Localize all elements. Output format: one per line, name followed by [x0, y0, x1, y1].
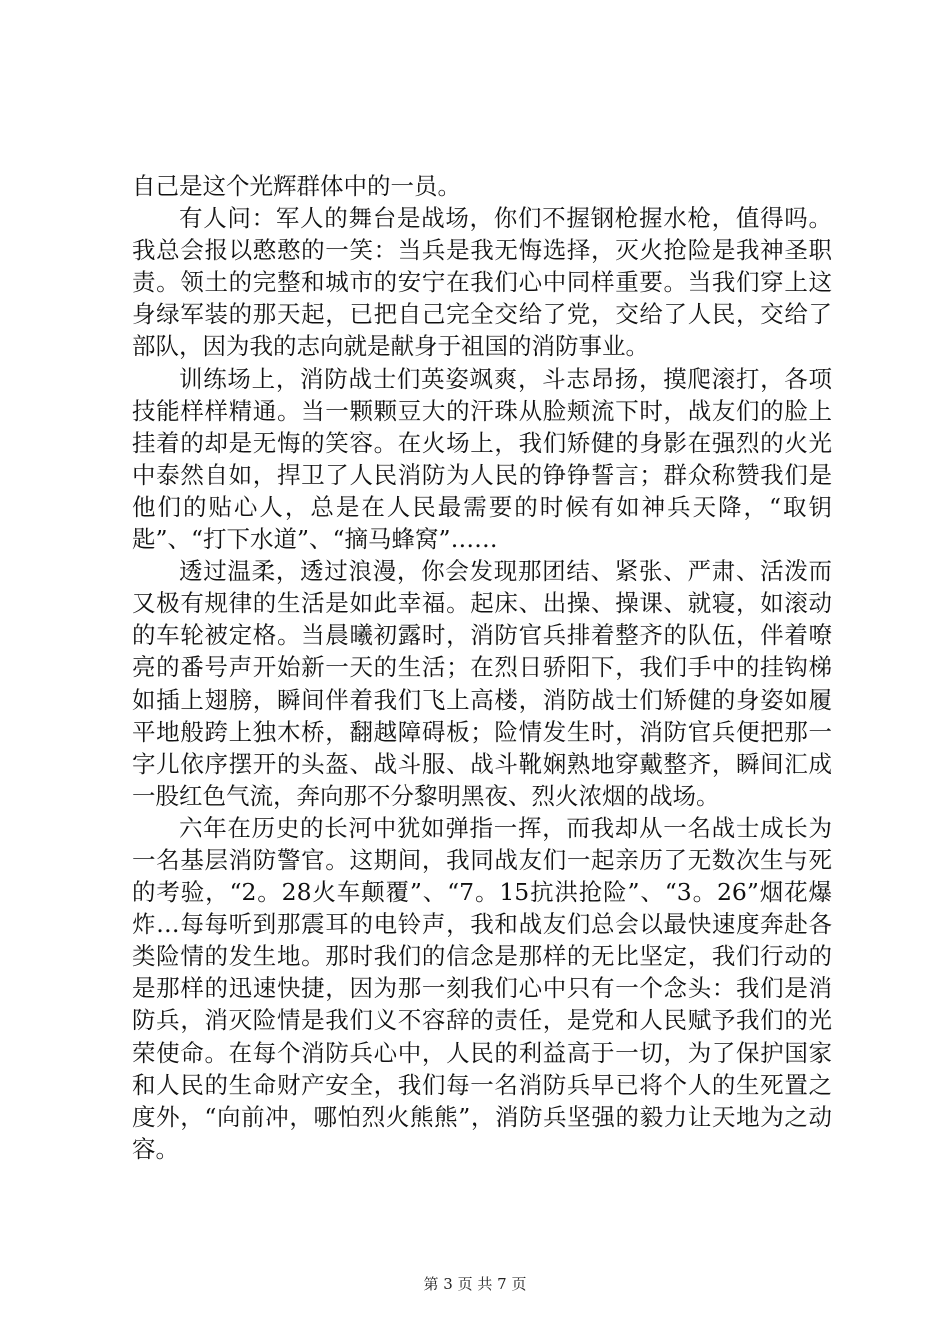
paragraph-continuation: 自己是这个光辉群体中的一员。: [132, 172, 461, 200]
document-body: [132, 170, 832, 1165]
paragraph: 有人问：军人的舞台是战场，你们不握钢枪握水枪，值得吗。我总会报以憨憨的一笑：当兵是我无悔选择，灭火抢险是我神圣职责。领土的完整和城市的安宁在我们心中同样重要。当我们穿上这身绿军装的那天起，已把自己完全交给了党，交给了人民，交给了部队，因为我的志向就是献身于祖国的消防事业。: [132, 204, 832, 361]
page-number-footer: 第 3 页 共 7 页: [423, 1275, 527, 1293]
paragraph: 训练场上，消防战士们英姿飒爽，斗志昂扬，摸爬滚打，各项技能样样精通。当一颗颗豆大的汗珠从脸颊流下时，战友们的脸上挂着的却是无悔的笑容。在火场上，我们矫健的身影在强烈的火光中泰然自如，捍卫了人民消防为人民的铮铮誓言；群众称赞我们是他们的贴心人，总是在人民最需要的时候有如神兵天降，“取钥匙”、“打下水道”、“摘马蜂窝”……: [132, 364, 832, 554]
paragraph: 透过温柔，透过浪漫，你会发现那团结、紧张、严肃、活泼而又极有规律的生活是如此幸福。起床、出操、操课、就寝，如滚动的车轮被定格。当晨曦初露时，消防官兵排着整齐的队伍，伴着嘹亮的番号声开始新一天的生活；在烈日骄阳下，我们手中的挂钩梯如插上翅膀，瞬间伴着我们飞上高楼，消防战士们矫健的身姿如履平地般跨上独木桥，翻越障碍板；险情发生时，消防官兵便把那一字儿依序摆开的头盔、战斗服、战斗靴娴熟地穿戴整齐，瞬间汇成一股红色气流，奔向那不分黎明黑夜、烈火浓烟的战场。: [132, 557, 832, 810]
paragraph: 六年在历史的长河中犹如弹指一挥，而我却从一名战士成长为一名基层消防警官。这期间，我同战友们一起亲历了无数次生与死的考验，“2。28火车颠覆”、“7。15抗洪抢险”、“3。26”烟花爆炸…每每听到那震耳的电铃声，我和战友们总会以最快速度奔赴各类险情的发生地。那时我们的信念是那样的无比坚定，我们行动的是那样的迅速快捷，因为那一刻我们心中只有一个念头：我们是消防兵，消灭险情是我们义不容辞的责任，是党和人民赋予我们的光荣使命。在每个消防兵心中，人民的利益高于一切，为了保护国家和人民的生命财产安全，我们每一名消防兵早已将个人的生死置之度外，“向前冲，哪怕烈火熊熊”，消防兵坚强的毅力让天地为之动容。: [132, 813, 832, 1163]
